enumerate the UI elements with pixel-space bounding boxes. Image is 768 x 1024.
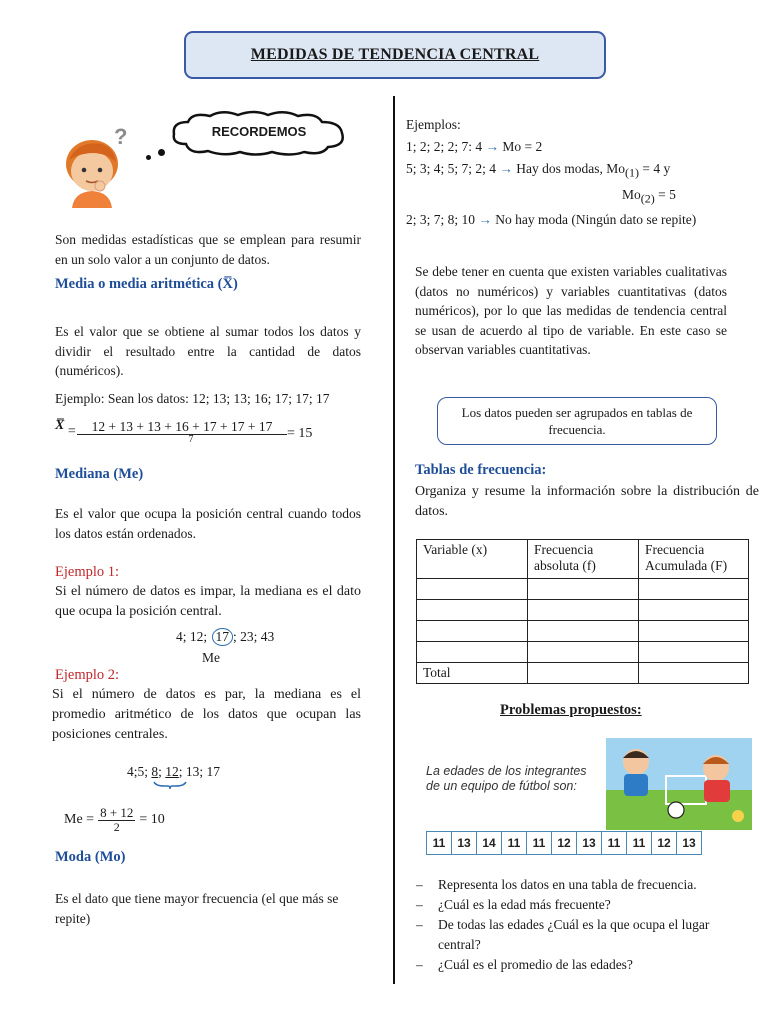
list-item: – ¿Cuál es la edad más frecuente? — [414, 895, 754, 915]
table-row — [417, 600, 749, 621]
table-header-cell: Frecuencia Acumulada (F) — [639, 540, 749, 579]
grouping-note-text: Los datos pueden ser agrupados en tablas de frecuencia. — [461, 405, 693, 437]
table-cell[interactable] — [639, 642, 749, 663]
table-cell[interactable] — [528, 600, 639, 621]
ej1-data-end: ; 23; 43 — [233, 629, 275, 644]
ages-strip — [426, 831, 702, 855]
ex2-result-a: Hay dos modas, Mo — [516, 161, 626, 176]
list-item: – De todas las edades ¿Cuál es la que ocupa el lugar central? — [414, 915, 754, 955]
ej2-central-2: 12 — [165, 764, 179, 779]
intro-paragraph: Son medidas estadísticas que se emplean para resumir en un solo valor a un conjunto de datos. — [55, 232, 361, 267]
mediana-ej2-text: Si el número de datos es par, la mediana es el promedio aritmético de los datos que ocupan las posiciones centrales. — [52, 687, 361, 742]
moda-example-1 — [406, 136, 762, 158]
mediana-ej2-formula — [64, 806, 165, 834]
arrow-icon: → — [478, 212, 492, 228]
ej1-data-start: 4; 12; — [176, 629, 208, 644]
ej2-me-label: Me = — [64, 812, 95, 827]
ex3-result: No hay moda (Ningún dato se repite) — [495, 212, 697, 228]
table-cell[interactable] — [528, 663, 639, 684]
soccer-kids-illustration — [606, 738, 752, 830]
mediana-ej1-me: Me — [202, 650, 220, 665]
table-cell[interactable] — [639, 579, 749, 600]
age-cell: 11 — [427, 832, 452, 854]
table-cell[interactable] — [417, 642, 528, 663]
table-header-cell: Frecuencia absoluta (f) — [528, 540, 639, 579]
table-cell[interactable] — [417, 621, 528, 642]
mean-numerator: 12 + 13 + 13 + 16 + 17 + 17 + 17 — [77, 419, 287, 435]
age-cell: 11 — [627, 832, 652, 854]
mediana-ej1-label: Ejemplo 1: — [55, 564, 120, 580]
mediana-definition: Es el valor que ocupa la posición central cuando todos los datos están ordenados. — [55, 506, 361, 541]
moda-example-2b — [406, 184, 762, 210]
tablas-heading: Tablas de frecuencia: — [415, 462, 547, 478]
moda-definition: Es el dato que tiene mayor frecuencia (el que más se repite) — [55, 891, 339, 926]
tablas-text: Organiza y resume la información sobre la distribución de datos. — [415, 484, 759, 519]
age-cell: 12 — [552, 832, 577, 854]
table-row — [417, 621, 749, 642]
moda-example-2 — [406, 158, 762, 184]
age-cell: 11 — [602, 832, 627, 854]
table-cell[interactable] — [528, 579, 639, 600]
ej1-median-circled: 17 — [212, 628, 234, 646]
ej2-denominator: 2 — [113, 820, 120, 834]
ej2-sep: ; — [158, 764, 162, 779]
ex2-mo2: Mo — [622, 186, 641, 202]
ex2-sub1: (1) — [625, 165, 640, 180]
ej2-data-start: 4;5; — [127, 764, 149, 779]
problemas-heading: Problemas propuestos: — [500, 702, 642, 718]
table-cell[interactable] — [639, 663, 749, 684]
mean-symbol: X̅ — [55, 418, 65, 433]
table-cell[interactable] — [528, 621, 639, 642]
list-item: – ¿Cuál es el promedio de las edades? — [414, 955, 754, 975]
questions-list — [414, 875, 754, 975]
list-item: – Representa los datos en una tabla de frecuencia. — [414, 875, 754, 895]
ex1-result: Mo = 2 — [502, 139, 543, 154]
brace-icon — [152, 780, 188, 790]
arrow-icon: → — [499, 161, 513, 176]
table-cell[interactable] — [417, 579, 528, 600]
image-caption-line1: La edades de los integrantes — [426, 764, 587, 778]
thought-dot-icon — [146, 155, 151, 160]
age-cell: 11 — [527, 832, 552, 854]
ex2-result-b: = 4 y — [639, 161, 671, 176]
mediana-ej1-data — [176, 628, 274, 646]
media-example: Ejemplo: Sean los datos: 12; 13; 13; 16; 17; 17; 17 — [55, 391, 330, 406]
grouping-note — [437, 397, 717, 445]
media-heading: Media o media aritmética (X̅) — [55, 276, 238, 292]
mean-equals: = — [67, 424, 76, 439]
mediana-ej2-data — [127, 764, 220, 780]
title-box — [184, 31, 606, 79]
ex3-data: 2; 3; 7; 8; 10 — [406, 212, 476, 228]
age-cell: 13 — [452, 832, 477, 854]
image-caption — [426, 764, 587, 794]
arrow-icon: → — [485, 139, 500, 154]
thinking-child-icon — [56, 124, 136, 208]
age-cell: 13 — [577, 832, 602, 854]
table-cell[interactable] — [639, 621, 749, 642]
frequency-table — [416, 539, 749, 684]
moda-examples — [406, 114, 762, 231]
ej2-data-end: ; 13; 17 — [178, 764, 221, 779]
column-divider — [393, 96, 395, 984]
table-cell[interactable] — [417, 600, 528, 621]
thought-dot-icon — [158, 149, 165, 156]
ex1-data: 1; 2; 2; 2; 7: 4 — [406, 139, 483, 154]
variables-paragraph: Se debe tener en cuenta que existen variables cualitativas (datos no numéricos) y variables cuantitativas (datos numéricos), por lo que las medidas de tendencia central se usan de acuerdo al tipo de variable. En este caso se observan variables cuantitativas. — [415, 264, 727, 357]
age-cell: 13 — [682, 836, 696, 850]
mean-result: = 15 — [287, 426, 313, 441]
table-row — [417, 642, 749, 663]
table-cell[interactable] — [639, 600, 749, 621]
table-row — [417, 579, 749, 600]
image-caption-line2: de un equipo de fútbol son: — [426, 779, 577, 793]
mediana-ej2-label: Ejemplo 2: — [55, 667, 120, 683]
ex2-sub2: (2) — [640, 191, 655, 206]
mean-denominator: 7 — [188, 434, 194, 445]
recordemos-label: RECORDEMOS — [211, 124, 307, 139]
moda-example-3 — [406, 209, 762, 231]
ej2-central-1: 8 — [151, 764, 159, 779]
age-cell: 11 — [502, 832, 527, 854]
ej2-numerator: 8 + 12 — [100, 805, 134, 820]
mean-formula — [55, 418, 76, 439]
table-total-label: Total — [417, 663, 528, 684]
mediana-heading: Mediana (Me) — [55, 466, 144, 482]
table-total-row — [417, 663, 749, 684]
ej2-fraction — [98, 806, 135, 834]
mediana-ej1-text: Si el número de datos es impar, la mediana es el dato que ocupa la posición central. — [55, 584, 361, 619]
media-definition: Es el valor que se obtiene al sumar todos los datos y dividir el resultado entre la cantidad de datos (numéricos). — [55, 324, 361, 378]
page-title: MEDIDAS DE TENDENCIA CENTRAL — [250, 46, 540, 63]
age-cell: 12 — [652, 832, 677, 854]
age-cell: 14 — [477, 832, 502, 854]
ex2-data: 5; 3; 4; 5; 7; 2; 4 — [406, 161, 497, 176]
svg-text:?: ? — [114, 124, 128, 149]
moda-heading: Moda (Mo) — [55, 849, 126, 865]
ejemplos-label: Ejemplos: — [406, 117, 461, 132]
table-cell[interactable] — [528, 642, 639, 663]
ex2-mo2-val: = 5 — [654, 186, 676, 202]
table-header-cell: Variable (x) — [417, 540, 528, 579]
table-header-row — [417, 540, 749, 579]
ej2-result: = 10 — [139, 812, 165, 827]
